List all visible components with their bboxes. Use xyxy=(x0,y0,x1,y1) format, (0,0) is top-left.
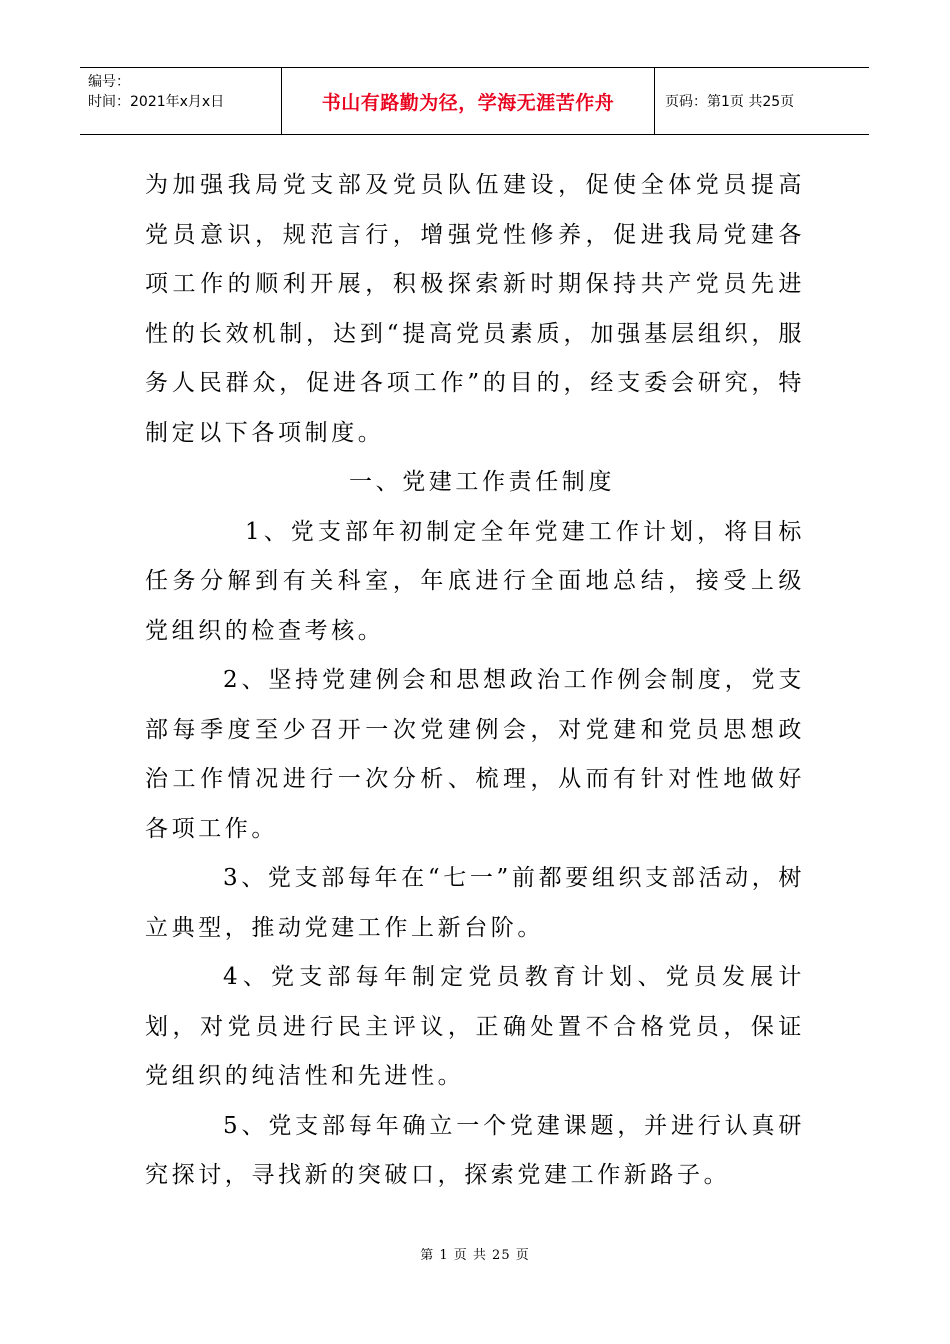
time-label: 时间：2021年x月x日 xyxy=(88,94,225,110)
number-label: 编号： xyxy=(88,74,130,90)
list-item: 5、党支部每年确立一个党建课题，并进行认真研究探讨，寻找新的突破口，探索党建工作新路子。 xyxy=(145,1112,805,1188)
page-footer: 第 1 页 共 25 页 xyxy=(420,1248,530,1263)
list-item: 1、党支部年初制定全年党建工作计划，将目标任务分解到有关科室，年底进行全面地总结，接受上级党组织的检查考核。 xyxy=(145,518,805,644)
intro-paragraph: 为加强我局党支部及党员队伍建设，促使全体党员提高党员意识，规范言行，增强党性修养，促进我局党建各项工作的顺利开展，积极探索新时期保持共产党员先进性的长效机制，达到“提高党员素质，加强基层组织，服务人民群众，促进各项工作”的目的，经支委会研究，特制定以下各项制度。 xyxy=(145,172,805,446)
list-item: 4、党支部每年制定党员教育计划、党员发展计划，对党员进行民主评议，正确处置不合格党员，保证党组织的纯洁性和先进性。 xyxy=(145,964,805,1089)
header-meta xyxy=(80,68,282,134)
section-heading: 一、党建工作责任制度 xyxy=(349,469,615,495)
document-body xyxy=(145,161,805,1201)
header-page-info: 页码：第1页 共25页 xyxy=(665,94,795,110)
document-header xyxy=(80,67,869,135)
list-item: 2、坚持党建例会和思想政治工作例会制度，党支部每季度至少召开一次党建例会，对党建和党员思想政治工作情况进行一次分析、梳理，从而有针对性地做好各项工作。 xyxy=(145,667,805,842)
header-motto: 书山有路勤为径，学海无涯苦作舟 xyxy=(282,68,655,134)
list-item: 3、党支部每年在“七一”前都要组织支部活动，树立典型，推动党建工作上新台阶。 xyxy=(145,865,805,941)
